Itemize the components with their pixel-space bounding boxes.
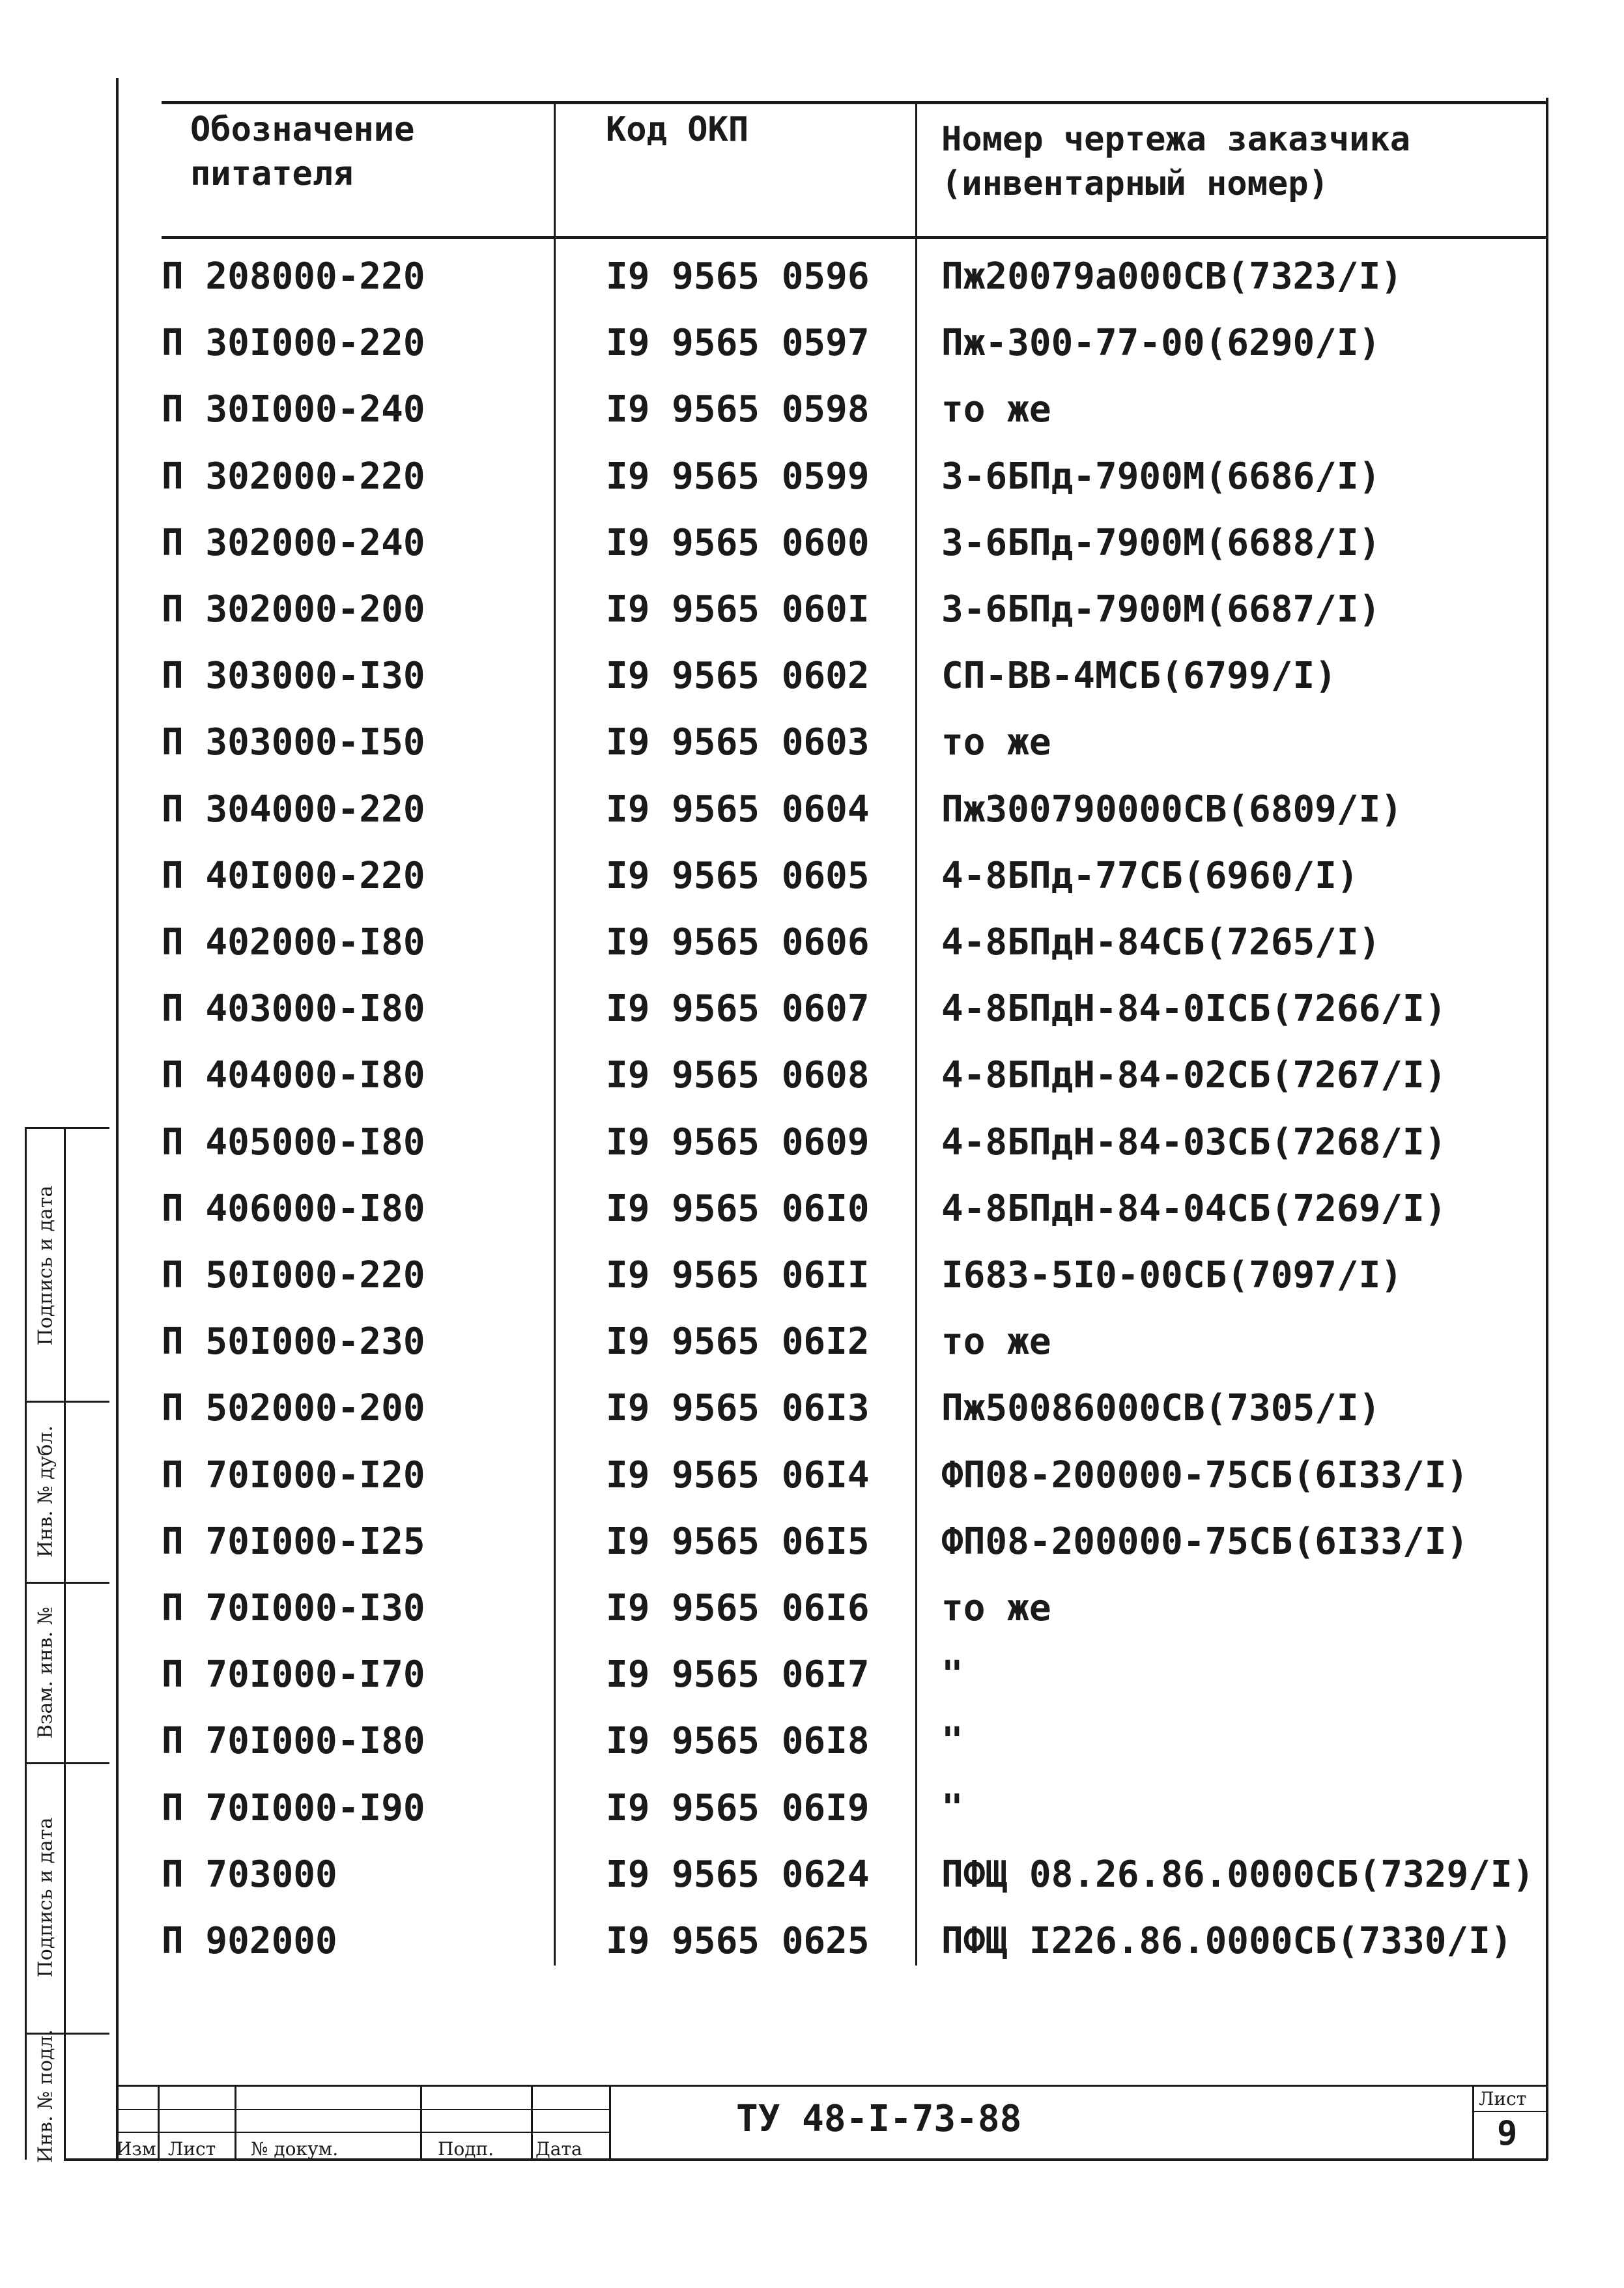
caption-list: Лист bbox=[168, 2138, 216, 2160]
column-separator-2 bbox=[915, 101, 917, 1966]
cell-drawing-number: Пж300790000СВ(6809/I) bbox=[941, 788, 1403, 831]
tb-sep-5 bbox=[609, 2085, 611, 2160]
cell-drawing-number: 4-8БПд-77СБ(6960/I) bbox=[941, 855, 1359, 897]
cell-designation: П 70I000-I30 bbox=[162, 1587, 425, 1629]
side-label-vzam-inv: Взам. инв. № bbox=[34, 1606, 57, 1739]
cell-designation: П 405000-I80 bbox=[162, 1121, 425, 1164]
cell-drawing-number: I683-5I0-00СБ(7097/I) bbox=[941, 1254, 1403, 1296]
tb-sep-3 bbox=[420, 2085, 422, 2160]
cell-okp-code: I9 9565 06I3 bbox=[606, 1387, 870, 1429]
cell-drawing-number: 4-8БПдН-84СБ(7265/I) bbox=[941, 921, 1381, 964]
tb-sep-4 bbox=[531, 2085, 533, 2160]
cell-drawing-number: ФП08-200000-75СБ(6I33/I) bbox=[941, 1454, 1469, 1496]
cell-drawing-number: то же bbox=[941, 1321, 1051, 1363]
title-block-top-rule bbox=[116, 2085, 1548, 2087]
side-stamp-rule-1 bbox=[25, 1127, 109, 1129]
cell-designation: П 703000 bbox=[162, 1853, 337, 1896]
cell-okp-code: I9 9565 0605 bbox=[606, 855, 870, 897]
cell-designation: П 403000-I80 bbox=[162, 988, 425, 1030]
cell-drawing-number: ФП08-200000-75СБ(6I33/I) bbox=[941, 1521, 1469, 1563]
header-designation: Обозначение питателя bbox=[190, 110, 415, 193]
cell-designation: П 30I000-220 bbox=[162, 322, 425, 364]
cell-designation: П 50I000-220 bbox=[162, 1254, 425, 1296]
cell-okp-code: I9 9565 0625 bbox=[606, 1920, 870, 1962]
caption-izm: Изм bbox=[116, 2138, 156, 2160]
cell-drawing-number: ПФЩ 08.26.86.0000СБ(7329/I) bbox=[941, 1853, 1535, 1896]
tb-sep-1 bbox=[158, 2085, 160, 2160]
cell-designation: П 50I000-230 bbox=[162, 1321, 425, 1363]
sheet-number: 9 bbox=[1497, 2114, 1518, 2153]
cell-drawing-number: 3-6БПд-7900М(6686/I) bbox=[941, 455, 1381, 498]
side-stamp-outer-border bbox=[25, 1127, 27, 2160]
cell-okp-code: I9 9565 06II bbox=[606, 1254, 870, 1296]
cell-designation: П 502000-200 bbox=[162, 1387, 425, 1429]
cell-okp-code: I9 9565 0597 bbox=[606, 322, 870, 364]
cell-okp-code: I9 9565 060I bbox=[606, 588, 870, 631]
cell-okp-code: I9 9565 0606 bbox=[606, 921, 870, 964]
cell-designation: П 304000-220 bbox=[162, 788, 425, 831]
cell-drawing-number: 3-6БПд-7900М(6688/I) bbox=[941, 522, 1381, 564]
document-code: ТУ 48-I-73-88 bbox=[736, 2098, 1022, 2140]
sheet-label: Лист bbox=[1479, 2088, 1527, 2109]
side-label-sign-date-bottom: Подпись и дата bbox=[34, 1817, 57, 1978]
cell-okp-code: I9 9565 06I8 bbox=[606, 1720, 870, 1762]
cell-okp-code: I9 9565 0599 bbox=[606, 455, 870, 498]
header-okp-code: Код ОКП bbox=[606, 110, 749, 149]
column-separator-1 bbox=[554, 101, 556, 1966]
table-top-rule bbox=[162, 101, 1546, 104]
cell-okp-code: I9 9565 06I7 bbox=[606, 1653, 870, 1696]
cell-okp-code: I9 9565 0600 bbox=[606, 522, 870, 564]
cell-okp-code: I9 9565 06I4 bbox=[606, 1454, 870, 1496]
cell-drawing-number: СП-ВВ-4МСБ(6799/I) bbox=[941, 655, 1337, 697]
tb-sep-6 bbox=[1472, 2085, 1474, 2160]
cell-okp-code: I9 9565 0608 bbox=[606, 1054, 870, 1096]
cell-designation: П 404000-I80 bbox=[162, 1054, 425, 1096]
side-label-inv-podl: Инв. № подл. bbox=[34, 2029, 57, 2164]
side-label-inv-dubl: Инв. № дубл. bbox=[34, 1425, 57, 1558]
cell-drawing-number: 4-8БПдН-84-03СБ(7268/I) bbox=[941, 1121, 1447, 1164]
cell-designation: П 70I000-I70 bbox=[162, 1653, 425, 1696]
cell-drawing-number: " bbox=[941, 1787, 963, 1829]
cell-okp-code: I9 9565 06I0 bbox=[606, 1188, 870, 1230]
cell-drawing-number: то же bbox=[941, 388, 1051, 431]
cell-okp-code: I9 9565 06I6 bbox=[606, 1587, 870, 1629]
cell-designation: П 40I000-220 bbox=[162, 855, 425, 897]
tb-row-rule-2 bbox=[116, 2132, 609, 2133]
cell-drawing-number: 4-8БПдН-84-04СБ(7269/I) bbox=[941, 1188, 1447, 1230]
side-label-sign-date-top: Подпись и дата bbox=[34, 1185, 57, 1346]
caption-podp: Подп. bbox=[438, 2138, 494, 2160]
cell-okp-code: I9 9565 06I9 bbox=[606, 1787, 870, 1829]
header-drawing-number: Номер чертежа заказчика (инвентарный номер) bbox=[941, 120, 1411, 203]
cell-drawing-number: Пж20079а000СВ(7323/I) bbox=[941, 255, 1403, 298]
cell-okp-code: I9 9565 0607 bbox=[606, 988, 870, 1030]
cell-designation: П 302000-200 bbox=[162, 588, 425, 631]
cell-drawing-number: 3-6БПд-7900М(6687/I) bbox=[941, 588, 1381, 631]
cell-designation: П 302000-220 bbox=[162, 455, 425, 498]
cell-drawing-number: то же bbox=[941, 1587, 1051, 1629]
cell-drawing-number: " bbox=[941, 1653, 963, 1696]
cell-designation: П 30I000-240 bbox=[162, 388, 425, 431]
caption-data: Дата bbox=[535, 2138, 582, 2160]
tb-sep-2 bbox=[235, 2085, 236, 2160]
cell-designation: П 902000 bbox=[162, 1920, 337, 1962]
cell-okp-code: I9 9565 0603 bbox=[606, 721, 870, 764]
cell-drawing-number: то же bbox=[941, 721, 1051, 764]
cell-okp-code: I9 9565 06I2 bbox=[606, 1321, 870, 1363]
cell-designation: П 70I000-I25 bbox=[162, 1521, 425, 1563]
cell-okp-code: I9 9565 0598 bbox=[606, 388, 870, 431]
cell-designation: П 303000-I30 bbox=[162, 655, 425, 697]
cell-drawing-number: 4-8БПдН-84-0IСБ(7266/I) bbox=[941, 988, 1447, 1030]
cell-drawing-number: 4-8БПдН-84-02СБ(7267/I) bbox=[941, 1054, 1447, 1096]
tb-row-rule-1 bbox=[116, 2109, 609, 2110]
cell-okp-code: I9 9565 06I5 bbox=[606, 1521, 870, 1563]
cell-drawing-number: Пж-300-77-00(6290/I) bbox=[941, 322, 1381, 364]
cell-okp-code: I9 9565 0609 bbox=[606, 1121, 870, 1164]
cell-okp-code: I9 9565 0624 bbox=[606, 1853, 870, 1896]
cell-okp-code: I9 9565 0602 bbox=[606, 655, 870, 697]
cell-designation: П 70I000-I90 bbox=[162, 1787, 425, 1829]
cell-designation: П 402000-I80 bbox=[162, 921, 425, 964]
cell-drawing-number: " bbox=[941, 1720, 963, 1762]
table-header-rule bbox=[162, 236, 1546, 239]
cell-drawing-number: ПФЩ I226.86.0000СБ(7330/I) bbox=[941, 1920, 1513, 1962]
cell-designation: П 70I000-I20 bbox=[162, 1454, 425, 1496]
frame-right-border bbox=[1546, 98, 1548, 2160]
cell-okp-code: I9 9565 0596 bbox=[606, 255, 870, 298]
cell-drawing-number: Пж50086000СВ(7305/I) bbox=[941, 1387, 1381, 1429]
cell-designation: П 303000-I50 bbox=[162, 721, 425, 764]
cell-designation: П 302000-240 bbox=[162, 522, 425, 564]
frame-left-border bbox=[116, 78, 119, 2160]
cell-designation: П 208000-220 bbox=[162, 255, 425, 298]
side-stamp-inner-border bbox=[64, 1127, 66, 2160]
cell-designation: П 406000-I80 bbox=[162, 1188, 425, 1230]
tb-sheet-rule bbox=[1472, 2111, 1548, 2112]
cell-okp-code: I9 9565 0604 bbox=[606, 788, 870, 831]
cell-designation: П 70I000-I80 bbox=[162, 1720, 425, 1762]
caption-dokum: № докум. bbox=[251, 2138, 339, 2160]
